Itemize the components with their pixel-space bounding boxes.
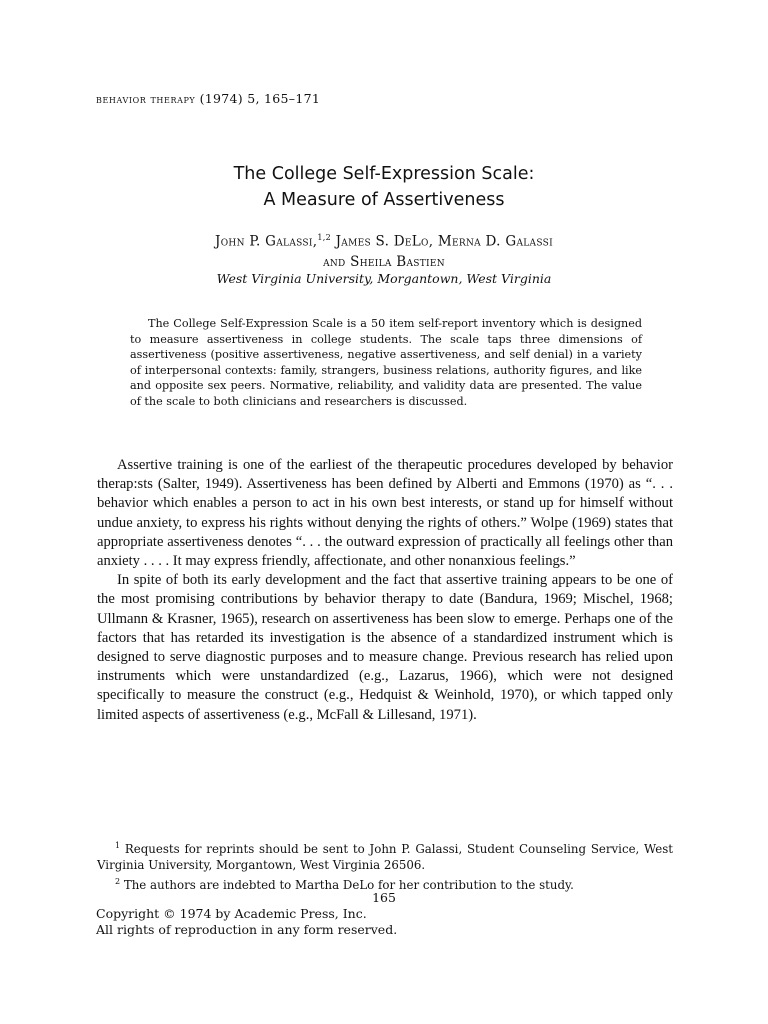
page-number: 165 bbox=[372, 890, 396, 905]
running-head bbox=[96, 91, 320, 106]
authors-line-2: and Sheila Bastien bbox=[323, 253, 445, 270]
footnote-1 bbox=[97, 838, 673, 874]
copyright-line-2: All rights of reproduction in any form reserved. bbox=[96, 922, 398, 937]
authors-line-1 bbox=[96, 228, 672, 252]
affiliation: West Virginia University, Morgantown, West Virginia bbox=[216, 271, 552, 286]
copyright-notice bbox=[96, 906, 397, 938]
authors-rest: James S. DeLo, Merna D. Galassi bbox=[330, 233, 553, 250]
footnote-1-mark: 1 bbox=[115, 841, 121, 850]
body-paragraph-1: Assertive training is one of the earliest of the therapeutic procedures developed by behavior therap:sts (Salter, 1949). Assertiveness has been defined by Alberti and Emmons (1970) as “. . . behavior which enables a person to act in his own best interests, or stand up for himself without undue anxiety, to express his rights without denying the rights of others.” Wolpe (1969) states that appropriate assertiveness denotes “. . . the outward expression of practically all feelings other than anxiety . . . . It may express friendly, affectionate, and other nonanxious feelings.” bbox=[97, 457, 673, 570]
footnotes bbox=[97, 838, 673, 893]
author-footnote-marks: 1,2 bbox=[317, 233, 331, 242]
body-text bbox=[97, 456, 673, 725]
title-line-2: A Measure of Assertiveness bbox=[263, 190, 505, 210]
author-first: John P. Galassi, bbox=[215, 233, 318, 250]
footnote-2-text: The authors are indebted to Martha DeLo for her contribution to the study. bbox=[120, 877, 574, 892]
body-paragraph-2: In spite of both its early development and the fact that assertive training appears to be one of the most promising contributions by behavior therapy to date (Bandura, 1969; Mischel, 1968; Ullmann & Krasner, 1965), research on assertiveness has been slow to emerge. Perhaps one of the factors that has retarded its investigation is the absence of a standardized instrument which is designed to serve diagnostic purposes and to measure change. Previous research has relied upon instruments which were unstandardized (e.g., Lazarus, 1966), which were not designed specifically to measure the construct (e.g., Hedquist & Weinhold, 1970), or which tapped only limited aspects of assertiveness (e.g., McFall & Lillesand, 1971). bbox=[97, 572, 673, 723]
abstract: The College Self-Expression Scale is a 50 item self-report inventory which is designed to measure assertiveness in college students. The scale taps three dimensions of assertiveness (positive assertiveness, negative assertiveness, and self denial) in a variety of interpersonal contexts: family, strangers, business relations, authority figures, and like and opposite sex peers. Normative, reliability, and validity data are presented. The value of the scale to both clinicians and researchers is discussed. bbox=[130, 317, 642, 408]
title-line-1: The College Self-Expression Scale: bbox=[233, 164, 535, 184]
journal-citation: (1974) 5, 165–171 bbox=[199, 91, 321, 106]
journal-name: behavior therapy bbox=[96, 93, 196, 106]
author-list bbox=[96, 228, 672, 272]
footnote-2-mark: 2 bbox=[115, 876, 121, 886]
copyright-line-1: Copyright © 1974 by Academic Press, Inc. bbox=[96, 906, 367, 921]
article-title bbox=[96, 161, 672, 213]
footnote-1-text: Requests for reprints should be sent to John P. Galassi, Student Counseling Service, West Virginia University, Morgantown, West Virginia 26506. bbox=[97, 841, 673, 873]
